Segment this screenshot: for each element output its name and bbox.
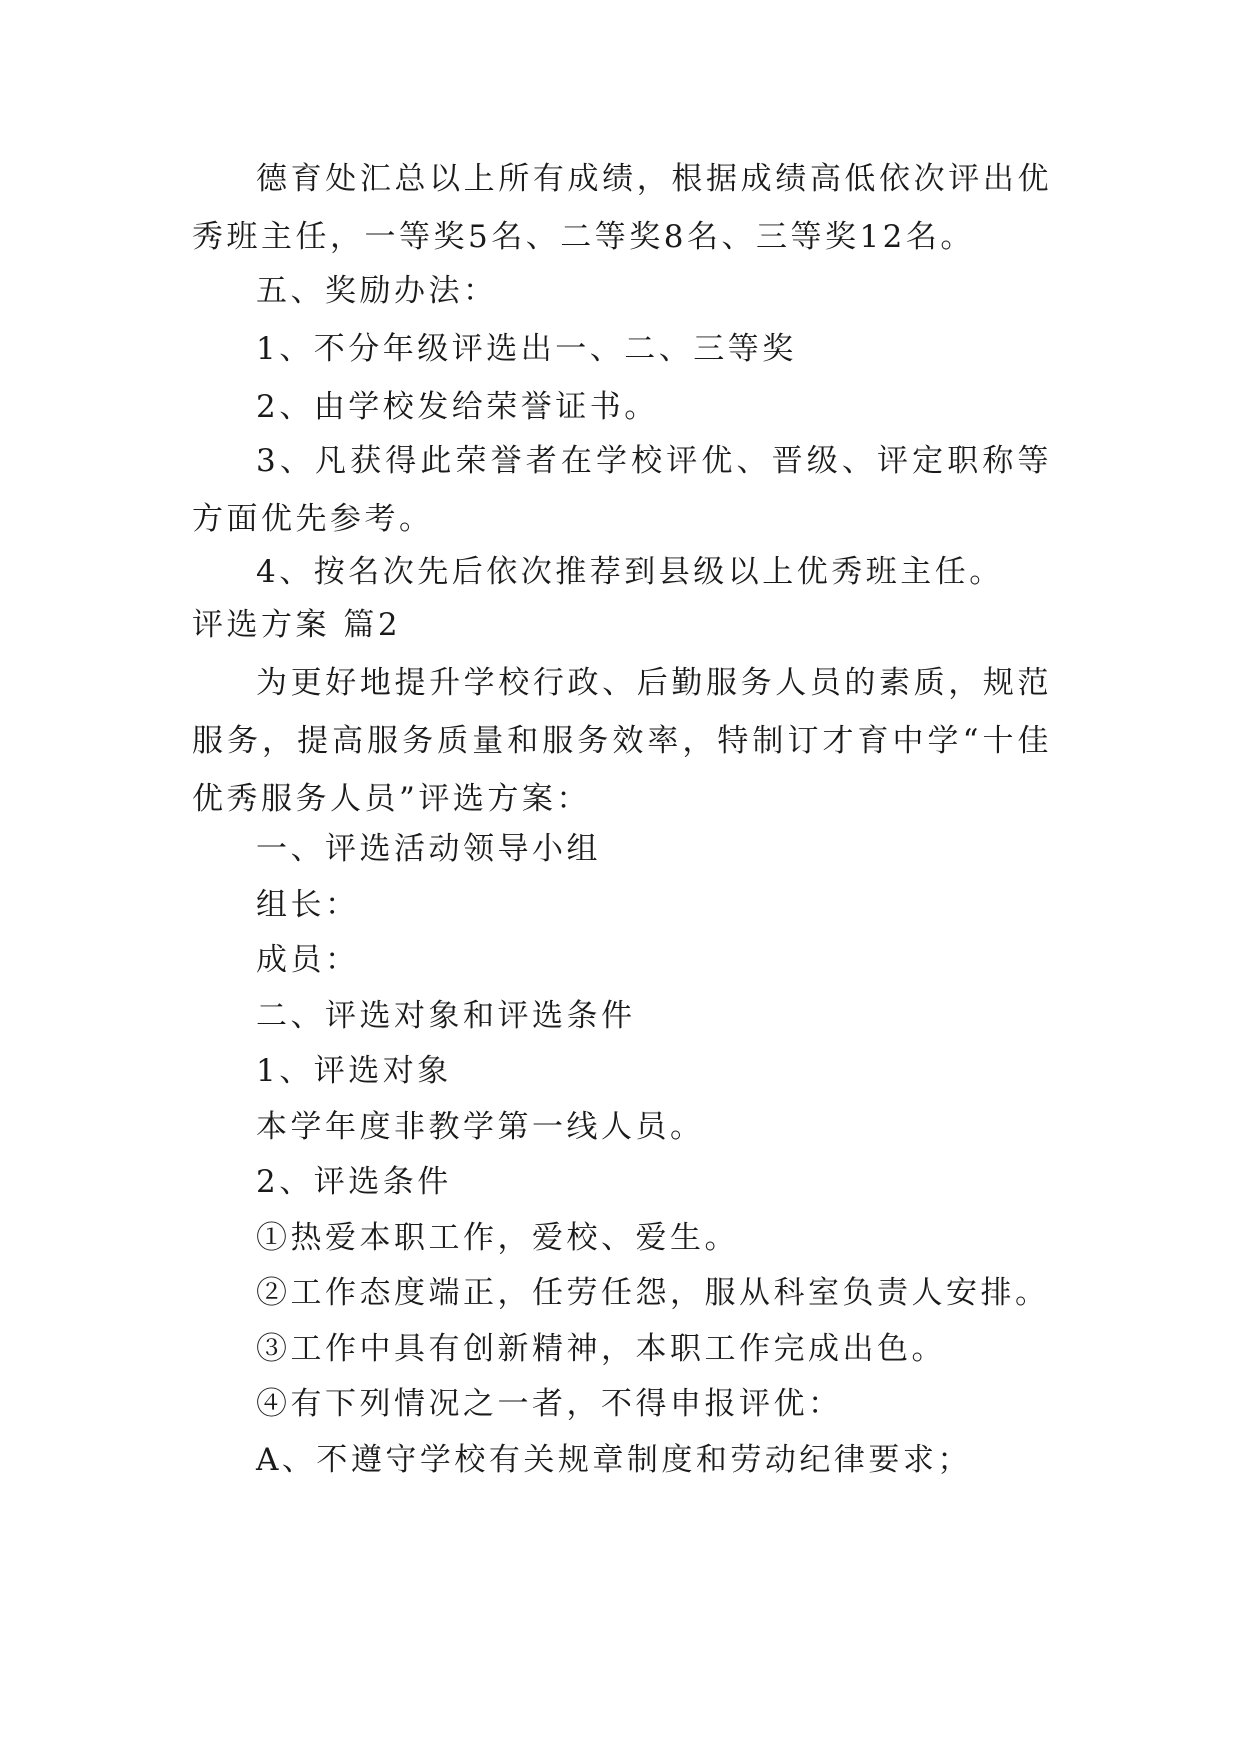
- paragraph-targets: 本学年度非教学第一线人员。: [256, 1109, 705, 1145]
- subheading-targets: 1、评选对象: [256, 1053, 452, 1089]
- list-item-reward-4: 4、按名次先后依次推荐到县级以上优秀班主任。: [256, 554, 1004, 590]
- section-title: 评选方案 篇2: [192, 607, 402, 643]
- paragraph-ranking: 德育处汇总以上所有成绩，根据成绩高低依次评出优秀班主任，一等奖5名、二等奖8名、三等奖12名。: [192, 161, 1052, 255]
- field-members: 成员：: [256, 942, 360, 978]
- subheading-conditions: 2、评选条件: [256, 1164, 452, 1200]
- list-item-reward-2: 2、由学校发给荣誉证书。: [256, 389, 659, 425]
- field-group-leader: 组长：: [256, 887, 360, 923]
- condition-3: ③工作中具有创新精神，本职工作完成出色。: [256, 1331, 946, 1367]
- condition-2: ②工作态度端正，任劳任怨，服从科室负责人安排。: [256, 1275, 1050, 1311]
- list-item-reward-1: 1、不分年级评选出一、二、三等奖: [256, 331, 797, 367]
- paragraph-intro: 为更好地提升学校行政、后勤服务人员的素质，规范服务，提高服务质量和服务效率，特制订才育中学“十佳优秀服务人员”评选方案：: [192, 665, 1052, 817]
- condition-1: ①热爱本职工作，爱校、爱生。: [256, 1220, 739, 1256]
- condition-4-item-a: A、不遵守学校有关规章制度和劳动纪律要求；: [256, 1442, 972, 1478]
- heading-targets-conditions: 二、评选对象和评选条件: [256, 998, 636, 1034]
- list-item-reward-3: 3、凡获得此荣誉者在学校评优、晋级、评定职称等方面优先参考。: [192, 443, 1052, 537]
- heading-reward-methods: 五、奖励办法：: [256, 273, 498, 309]
- condition-4: ④有下列情况之一者，不得申报评优：: [256, 1386, 843, 1422]
- heading-leadership-group: 一、评选活动领导小组: [256, 831, 601, 867]
